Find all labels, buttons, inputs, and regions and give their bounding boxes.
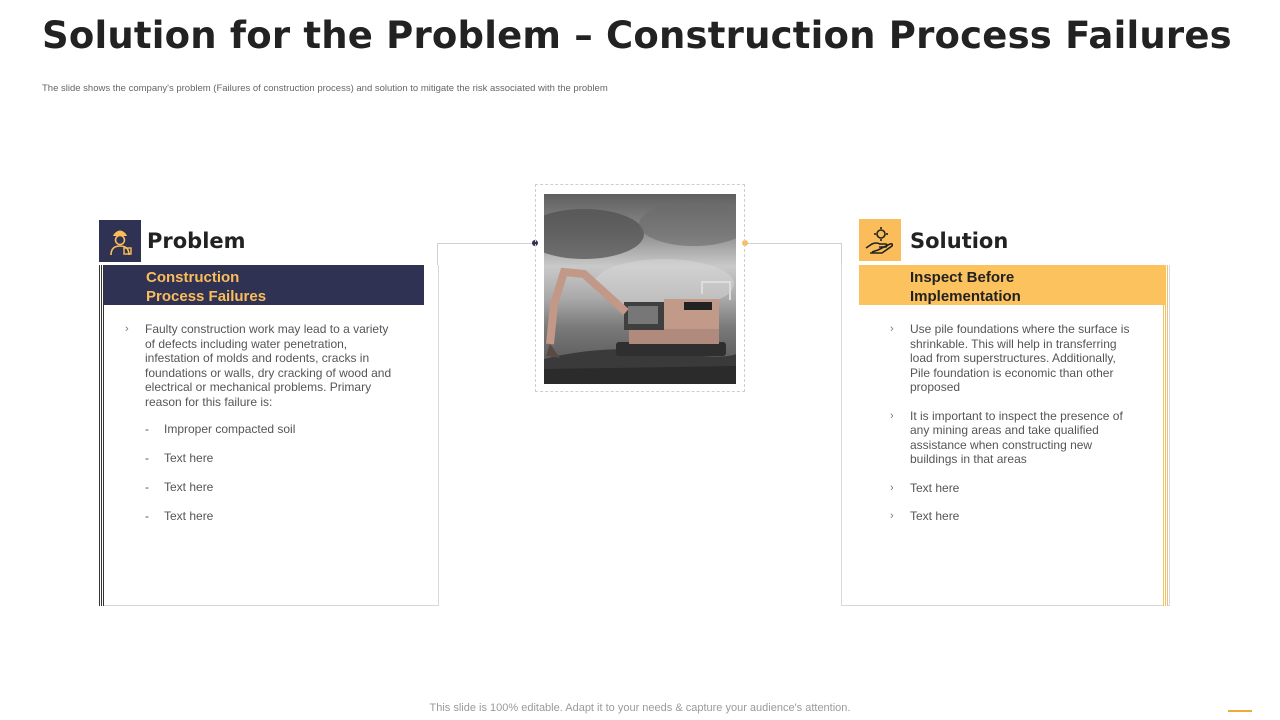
problem-panel-stripe — [99, 265, 104, 606]
dash-bullet: - — [145, 451, 149, 465]
solution-item: Text here — [910, 509, 960, 523]
list-item — [145, 480, 404, 495]
problem-heading: Problem — [147, 229, 246, 253]
connector-right-horizontal — [745, 243, 842, 244]
solution-item: Text here — [910, 480, 960, 495]
list-item — [890, 408, 1138, 467]
list-item — [145, 422, 404, 437]
solution-band-line1: Inspect Before — [910, 269, 1015, 286]
excavator-illustration — [544, 194, 736, 384]
slide-footer: This slide is 100% editable. Adapt it to your needs & capture your audience's attention. — [429, 702, 851, 714]
worker-icon — [106, 226, 134, 256]
slide-title: Solution for the Problem – Construction Process Failures — [42, 14, 1232, 57]
solution-panel-stripe — [1163, 265, 1168, 606]
list-item — [890, 322, 1138, 395]
problem-icon-box — [99, 220, 141, 262]
chevron-right-icon: › — [890, 510, 894, 522]
solution-list — [890, 322, 1138, 538]
problem-sub-item: Text here — [164, 509, 214, 523]
chevron-right-icon: › — [125, 323, 129, 335]
connector-right-vertical — [841, 243, 842, 265]
problem-band — [104, 265, 424, 305]
connector-left-vertical — [437, 243, 438, 265]
chevron-right-icon: › — [890, 323, 894, 335]
problem-band-line1: Construction — [146, 269, 240, 286]
problem-sub-item: Text here — [164, 451, 214, 465]
connector-left-horizontal — [437, 243, 535, 244]
solution-item: It is important to inspect the presence of any mining areas and take qualified assistance when constructing new buildings in that areas — [910, 408, 1123, 466]
solution-item: Use pile foundations where the surface is shrinkable. This will help in transferring load from superstructures. Additionally, Pile foundation is economic than other proposed — [910, 322, 1130, 394]
excavator-photo — [544, 194, 736, 384]
slide-subtitle: The slide shows the company's problem (Failures of construction process) and solution to mitigate the risk associated with the problem — [42, 83, 608, 94]
solution-band — [859, 265, 1166, 305]
problem-band-line2: Process Failures — [146, 288, 267, 305]
problem-sub-item: Text here — [164, 480, 214, 494]
dash-bullet: - — [145, 422, 149, 436]
problem-sub-list — [145, 422, 404, 538]
list-item — [145, 509, 404, 524]
list-item — [145, 451, 404, 466]
dash-bullet: - — [145, 509, 149, 523]
solution-icon-box — [859, 219, 901, 261]
hand-gear-icon — [864, 226, 896, 254]
chevron-right-icon: › — [890, 409, 894, 422]
footer-accent-line — [1228, 710, 1252, 712]
list-item — [125, 322, 400, 409]
list-item — [890, 480, 1138, 496]
dash-bullet: - — [145, 480, 149, 494]
solution-band-line2: Implementation — [910, 288, 1021, 305]
solution-heading: Solution — [910, 229, 1009, 253]
list-item — [890, 509, 1138, 524]
problem-sub-item: Improper compacted soil — [164, 422, 296, 436]
problem-description: Faulty construction work may lead to a variety of defects including water penetration, infestation of molds and rodents, cracks in foundations or walls, dry cracking of wood and electrical or mechanical problems. Primary reason for this failure is: — [145, 322, 392, 409]
problem-description-list — [125, 322, 400, 409]
chevron-right-icon: › — [890, 481, 894, 494]
